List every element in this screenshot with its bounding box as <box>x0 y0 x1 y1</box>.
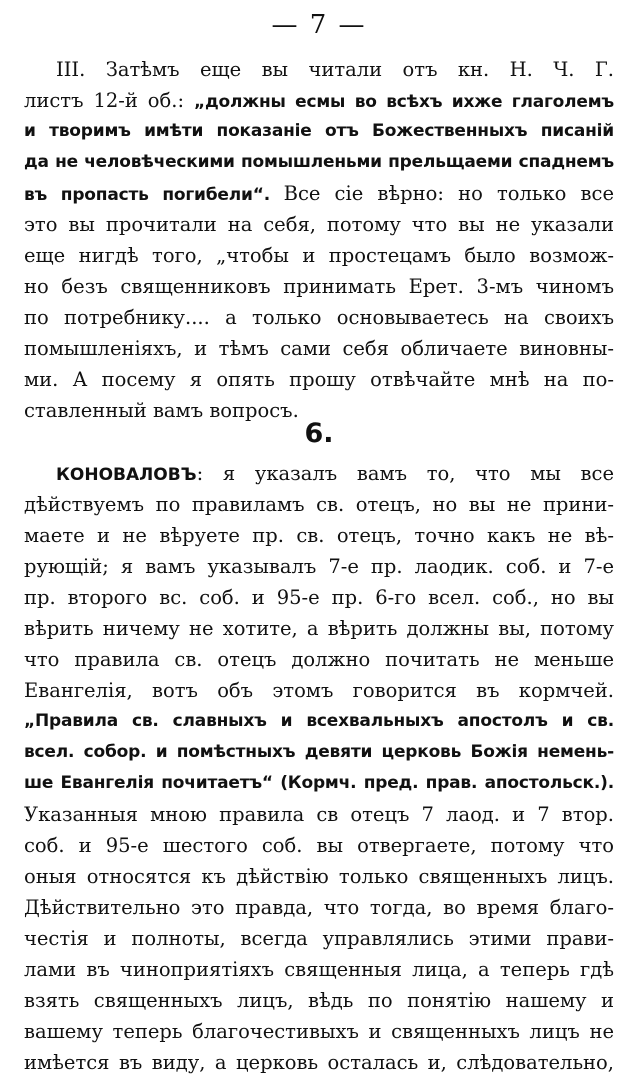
quotation-line: „Правила св. славныхъ и всехвальныхъ апостолъ и св. <box>24 711 614 731</box>
text-fragment: листъ 12-й об.: <box>24 89 195 112</box>
text-line: честія и полноты, всегда управлялись этими прави- <box>24 927 614 950</box>
text-line: рующій; я вамъ указывалъ 7-е пр. лаодик. соб. и 7-е <box>24 555 614 578</box>
text-line: что правила св. отецъ должно почитать не меньше <box>24 648 614 671</box>
section-number: 6. <box>304 418 334 449</box>
text-line: но безъ священниковъ принимать Ерет. 3-мъ чиномъ <box>24 275 614 298</box>
text-line: Евангелія, вотъ объ этомъ говорится въ кормчей. <box>24 679 614 702</box>
paragraph-6 <box>24 458 614 1078</box>
quotation-bold: въ пропасть погибели“. <box>24 185 284 205</box>
text-line: имѣется въ виду, а церковь осталась и, слѣдовательно, <box>24 1051 614 1074</box>
text-line: Указанныя мною правила св отецъ 7 лаод. и 7 втор. <box>24 803 614 826</box>
text-line: лами въ чиноприятіяхъ священныя лица, а теперь гдѣ <box>24 958 614 981</box>
document-page <box>24 0 614 1074</box>
page-number: — 7 — <box>271 10 367 40</box>
text-line: пр. второго вс. соб. и 95-е пр. 6-го всел. соб., но вы <box>24 586 614 609</box>
text-line: Дѣйствительно это правда, что тогда, во время благо- <box>24 896 614 919</box>
text-fragment: Все сіе вѣрно: но только все <box>283 182 614 205</box>
text-line: это вы прочитали на себя, потому что вы не указали <box>24 213 614 236</box>
paragraph-3 <box>24 54 614 426</box>
text-line: еще нигдѣ того, „чтобы и простецамъ было возмож- <box>24 244 614 267</box>
quotation-line: и творимъ имѣти показаніе отъ Божественныхъ писаній <box>24 121 614 141</box>
text-line <box>24 458 614 489</box>
quotation-line: да не человѣческими помышленьми прельщаеми спаднемъ <box>24 152 614 172</box>
text-line: ми. А посему я опять прошу отвѣчайте мнѣ на по- <box>24 368 614 391</box>
text-line: III. Затѣмъ еще вы читали отъ кн. Н. Ч. Г. <box>56 58 614 81</box>
text-line: маете и не вѣруете пр. св. отецъ, точно какъ не вѣ- <box>24 524 614 547</box>
text-line: ставленный вамъ вопросъ. <box>24 399 299 422</box>
speaker-name: КОНОВАЛОВЪ <box>56 465 197 485</box>
text-line: по потребнику.... а только основываетесь на своихъ <box>24 306 614 329</box>
text-line: дѣйствуемъ по правиламъ св. отецъ, но вы не прини- <box>24 493 614 516</box>
text-line: вѣрить ничему не хотите, а вѣрить должны вы, потому <box>24 617 614 640</box>
text-line: вашему теперь благочестивыхъ и священныхъ лицъ не <box>24 1020 614 1043</box>
text-line: соб. и 95-е шестого соб. вы отвергаете, потому что <box>24 834 614 857</box>
quotation-line: ше Евангелія почитаетъ“ (Кормч. пред. прав. апостольск.). <box>24 773 614 793</box>
text-line: помышленіяхъ, и тѣмъ сами себя обличаете виновны- <box>24 337 614 360</box>
text-line: взять священныхъ лицъ, вѣдь по понятію нашему и <box>24 989 614 1012</box>
quotation-line: всел. собор. и помѣстныхъ девяти церковь Божія немень- <box>24 742 614 762</box>
text-line <box>24 178 614 209</box>
quotation-bold: „должны есмы во всѣхъ ихже глаголемъ <box>194 92 614 112</box>
text-line <box>24 85 614 116</box>
text-line: оныя относятся къ дѣйствію только священныхъ лицъ. <box>24 865 614 888</box>
text-fragment: : я указалъ вамъ то, что мы все <box>196 462 614 485</box>
